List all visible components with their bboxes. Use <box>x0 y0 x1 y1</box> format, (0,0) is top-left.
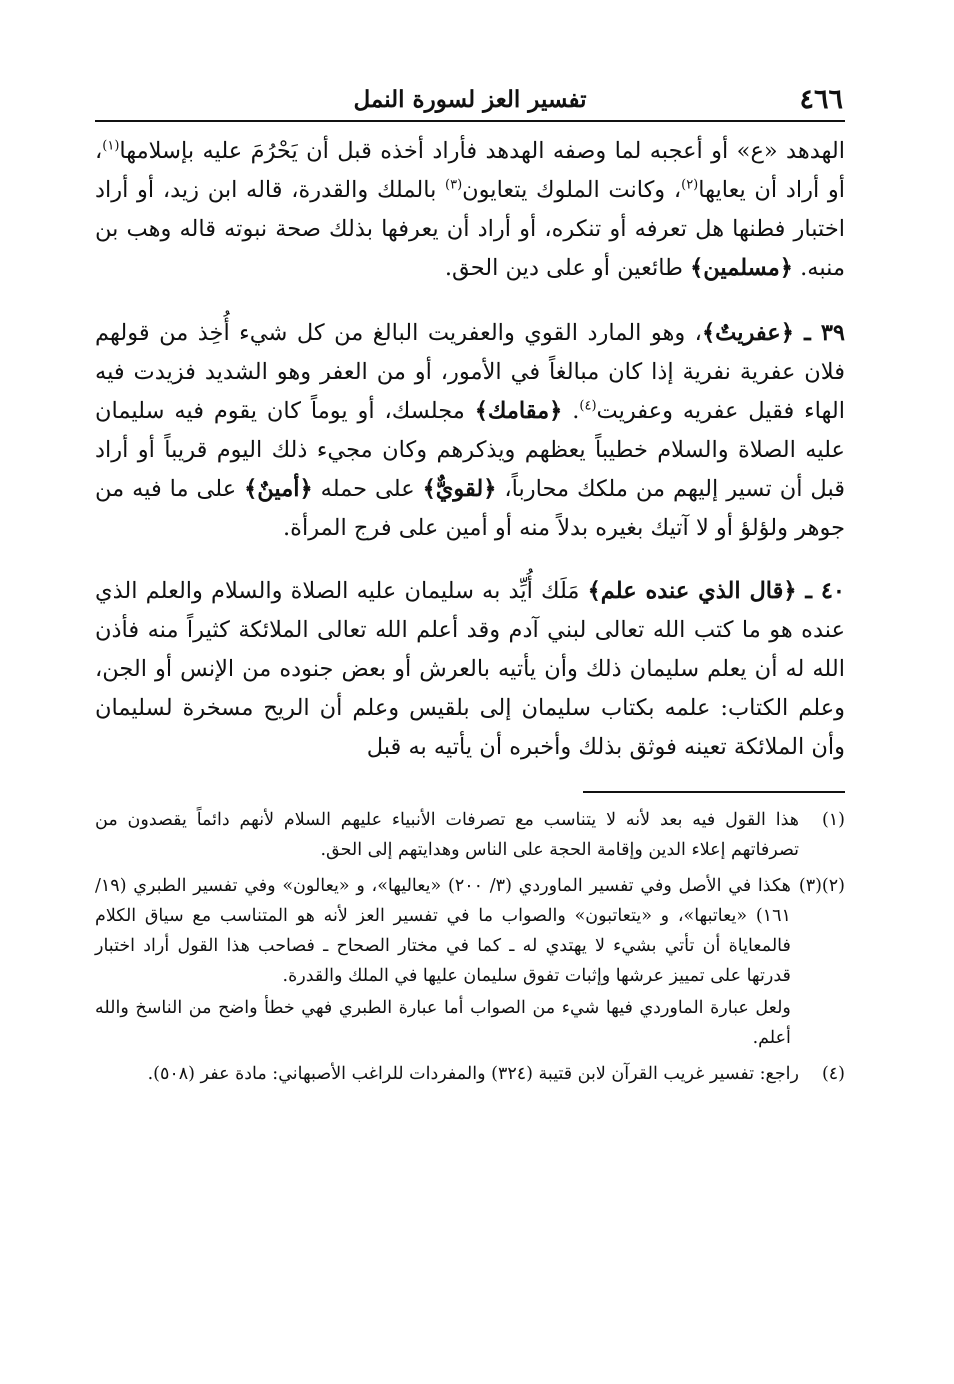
footnote-divider <box>583 791 845 793</box>
footnote-ref: (٤) <box>579 398 597 414</box>
page-header <box>95 80 845 122</box>
quranic-term: ﴿أمينٌ﴾ <box>244 476 313 502</box>
paragraph-1 <box>95 132 845 288</box>
footnote-item <box>95 805 845 865</box>
footnote-mark: (١) <box>821 810 845 830</box>
verse-number: ٣٩ ـ <box>793 320 846 346</box>
text-run: ، وهو المارد القوي والعفريت البالغ من كل شيء أُخِذ من قولهم فلان عفرية نفرية إذا كان مبالغاً في الأمور، أو من العفر وهو الشديد فزيدت فيه الهاء فقيل عفريه وعفريت <box>95 320 846 424</box>
page-number: ٤٦٦ <box>799 84 843 115</box>
footnote-ref: (٣) <box>445 177 463 193</box>
footnote-item <box>95 871 845 1053</box>
text-run: . <box>562 398 580 424</box>
quranic-term: ﴿عفريتٌ﴾ <box>701 320 794 346</box>
text-run: ، وكانت الملوك يتعايون <box>462 177 682 203</box>
footnote-continuation: ولعل عبارة الماوردي فيها شيء من الصواب أما عبارة الطبري فهي خطأ واضح من الناسخ والله أعلم. <box>95 998 791 1048</box>
running-title: تفسير العز لسورة النمل <box>353 86 587 113</box>
footnote-mark: (٢)(٣) <box>798 876 845 896</box>
main-text <box>95 132 845 767</box>
text-run: مجلسك، أو يوماً كان يقوم فيه سليمان عليه الصلاة والسلام خطيباً يعظهم ويذكرهم وكان مجيء ذلك اليوم قريباً أو أراد قبل أن تسير إليهم من ملكك محارباً، <box>95 398 845 502</box>
footnote-mark: (٤) <box>821 1064 845 1084</box>
quranic-term: ﴿مقامك﴾ <box>474 398 563 424</box>
quranic-term: ﴿مسلمين﴾ <box>690 255 793 281</box>
paragraph-verse-40 <box>95 572 845 767</box>
verse-number: ٤٠ ـ <box>796 578 846 604</box>
footnote-text: راجع: تفسير غريب القرآن لابن قتيبة (٣٢٤) والمفردات للراغب الأصبهاني: مادة عفر (٥٠٨). <box>147 1064 799 1084</box>
quranic-term: ﴿قال الذي عنده علم﴾ <box>587 578 797 604</box>
paragraph-verse-39 <box>95 314 845 548</box>
text-run: الهدهد «ع» أو أعجبه لما وصفه الهدهد فأراد أخذه قبل أن يَحْرُمَ عليه بإسلامها <box>119 138 845 164</box>
footnote-item <box>95 1059 845 1089</box>
footnotes <box>95 805 845 1089</box>
footnote-ref: (١) <box>102 138 120 154</box>
text-run: مَلَك أُيِّد به سليمان عليه الصلاة والسلام والعلم الذي عنده هو ما كتب الله تعالى لبني آدم وقد أعلم الله تعالى الملائكة كثيراً منه فأذن الله له أن يعلم سليمان ذلك وأن يأتيه بالعرش أو بعض جنوده من الإنس أو الجن، وعلم الكتاب: علمه بكتاب سليمان إلى بلقيس وعلم أن الريح مسخرة لسليمان وأن الملائكة تعينه فوثق بذلك وأخبره أن يأتيه به قبل <box>95 578 845 760</box>
footnote-text: هذا القول فيه بعد لأنه لا يتناسب مع تصرفات الأنبياء عليهم السلام لأنهم دائماً يقصدون من تصرفاتهم إعلاء الدين وإقامة الحجة على الناس وهدايتهم إلى الحق. <box>95 810 799 860</box>
text-run: على حمله <box>312 476 423 502</box>
footnote-ref: (٢) <box>681 177 699 193</box>
book-page <box>95 80 845 1095</box>
text-run: على ما فيه من جوهر ولؤلؤ أو لا آتيك بغيره بدلاً منه أو أمين على فرج المرأة. <box>95 476 845 541</box>
quranic-term: ﴿لقويٌّ﴾ <box>422 476 497 502</box>
text-run: ، أو أراد أن يعايها <box>95 138 845 203</box>
footnote-text: هكذا في الأصل وفي تفسير الماوردي (٣/ ٢٠٠) «يعاليها»، و «يعالون» وفي تفسير الطبري (١٩/ ١٦١) «يعاتبها»، و «يتعاتبون» والصواب ما في تفسير العز لأنه هو المتناسب مع سياق الكلام فالمعاياة أن تأتي بشيء لا يهتدي له ـ كما في مختار الصحاح ـ فصاحب هذا القول أراد اختبار قدرتها على تمييز عرشها وإثبات تفوق سليمان عليها في الملك والقدرة. <box>95 876 791 986</box>
text-run: بالملك والقدرة، قاله ابن زيد، أو أراد اختبار فطنها هل تعرفه أو تنكره، أو أراد أن يعرفها بذلك صحة نبوته قاله وهب بن منبه. <box>95 177 845 281</box>
text-run: طائعين أو على دين الحق. <box>444 255 691 281</box>
